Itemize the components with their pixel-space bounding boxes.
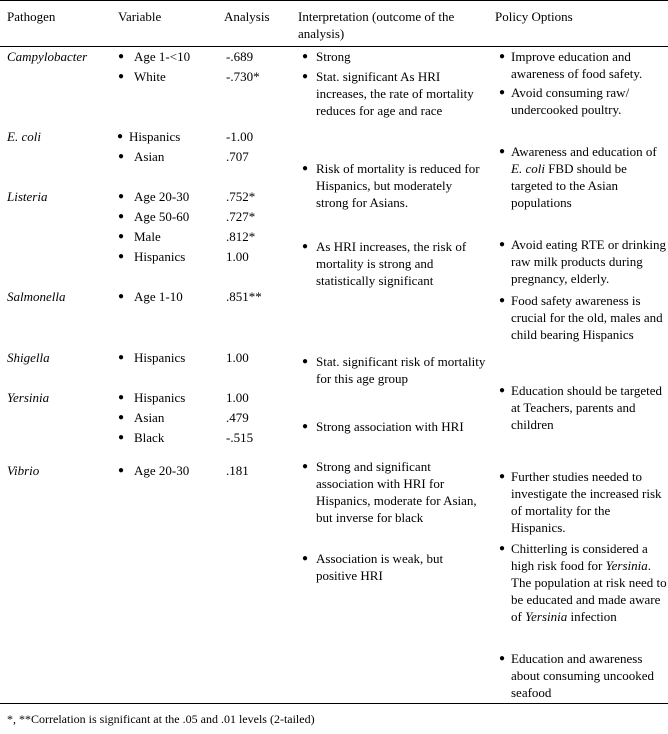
footnote: *, **Correlation is significant at the .05 and .01 levels (2-tailed) [7, 712, 315, 726]
header-interpretation: Interpretation (outcome of the analysis) [298, 9, 455, 41]
bullet-icon: ● [499, 87, 506, 98]
interpretation-item [316, 68, 486, 119]
variable-item: Male [134, 229, 161, 244]
bullet-icon: ● [118, 432, 125, 443]
pathogen-salmonella: Salmonella [7, 289, 66, 304]
bullet-icon: ● [302, 421, 309, 432]
analysis-value: 1.00 [226, 390, 249, 405]
bullet-icon: ● [117, 131, 124, 142]
variable-item: Age 50-60 [134, 209, 190, 224]
header-variable: Variable [118, 9, 162, 24]
bullet-icon: ● [302, 553, 309, 564]
policy-item: Improve education and awareness of food safety. [511, 49, 643, 81]
variable-item: Hispanics [134, 390, 186, 405]
analysis-value: .851** [226, 289, 262, 304]
analysis-value: .479 [226, 410, 249, 425]
policy-text: Chitterling is considered a high risk food for [511, 541, 648, 573]
variable-item: Hispanics [134, 350, 186, 365]
policy-item: Further studies needed to investigate the increased risk of mortality for the Hispanics. [511, 469, 662, 535]
interpretation-item: Strong [316, 49, 351, 64]
pathogen-listeria: Listeria [7, 189, 48, 204]
interpretation-item: Risk of mortality is reduced for Hispanics, but moderately strong for Asians. [316, 161, 480, 210]
interpretation-item: Association is weak, but positive HRI [316, 551, 444, 583]
interpretation-item: Strong and significant association with HRI for Hispanics, moderate for Asian, but inverse for black [316, 459, 477, 525]
pathogen-yersinia: Yersinia [7, 390, 50, 405]
variable-item: White [134, 69, 166, 84]
variable-item: Age 1-<10 [134, 49, 191, 64]
analysis-value: -.730* [226, 69, 260, 84]
pathogen-campylobacter: Campylobacter [7, 49, 88, 64]
policy-item: Education and awareness about consuming uncooked seafood [511, 651, 654, 700]
analysis-value: 1.00 [226, 249, 249, 264]
variable-item: Age 1-10 [134, 289, 183, 304]
variable-item: Black [134, 430, 165, 445]
policy-text-italic: E. coli [511, 161, 545, 176]
policy-text: . The population at risk need to be educated and made aware of [511, 558, 667, 624]
header-pathogen: Pathogen [7, 9, 56, 24]
analysis-value: -.689 [226, 49, 254, 64]
variable-item: Asian [134, 149, 165, 164]
bullet-icon: ● [118, 211, 125, 222]
bullet-icon: ● [302, 163, 309, 174]
analysis-value: .181 [226, 463, 249, 478]
bullet-icon: ● [118, 151, 125, 162]
policy-text-italic: Yersinia [525, 609, 568, 624]
analysis-value: .727* [226, 209, 256, 224]
bullet-icon: ● [302, 241, 309, 252]
table-top-rule [0, 0, 668, 1]
table-bottom-rule [0, 703, 668, 704]
bullet-icon: ● [118, 291, 125, 302]
policy-item: Education should be targeted at Teachers, parents and children [511, 383, 663, 432]
bullet-icon: ● [499, 471, 506, 482]
bullet-icon: ● [118, 231, 125, 242]
analysis-value: .752* [226, 189, 256, 204]
bullet-icon: ● [302, 356, 309, 367]
bullet-icon: ● [118, 251, 125, 262]
policy-text: FBD should be targeted to the Asian populations [511, 161, 627, 210]
bullet-icon: ● [302, 461, 309, 472]
policy-text: Awareness and education of [511, 144, 657, 159]
bullet-icon: ● [118, 352, 125, 363]
bullet-icon: ● [499, 543, 506, 554]
policy-item: Avoid consuming raw/ undercooked poultry. [511, 85, 630, 117]
interpretation-item: Stat. significant risk of mortality for this age group [316, 354, 486, 386]
policy-text-italic: Yersinia [605, 558, 648, 573]
header-analysis: Analysis [224, 9, 270, 24]
header-rule [0, 46, 668, 47]
policy-item [511, 143, 667, 211]
header-policy-options: Policy Options [495, 9, 573, 24]
policy-item: Avoid eating RTE or drinking raw milk products during pregnancy, elderly. [511, 237, 666, 286]
variable-item: Hispanics [134, 249, 186, 264]
pathogen-shigella: Shigella [7, 350, 50, 365]
bullet-icon: ● [499, 146, 506, 157]
variable-item: Age 20-30 [134, 189, 190, 204]
policy-item: Food safety awareness is crucial for the old, males and child bearing Hispanics [511, 293, 663, 342]
bullet-icon: ● [302, 51, 309, 62]
pathogen-e-coli: E. coli [7, 129, 41, 144]
analysis-value: -1.00 [226, 129, 254, 144]
bullet-icon: ● [499, 295, 506, 306]
policy-item [511, 540, 667, 625]
variable-item: Age 20-30 [134, 463, 190, 478]
bullet-icon: ● [499, 385, 506, 396]
variable-item: Hispanics [129, 129, 181, 144]
analysis-value: .812* [226, 229, 256, 244]
bullet-icon: ● [118, 392, 125, 403]
bullet-icon: ● [118, 191, 125, 202]
interpretation-item: Strong association with HRI [316, 419, 464, 434]
bullet-icon: ● [302, 71, 309, 82]
bullet-icon: ● [118, 412, 125, 423]
pathogen-vibrio: Vibrio [7, 463, 40, 478]
bullet-icon: ● [118, 71, 125, 82]
analysis-value: .707 [226, 149, 249, 164]
policy-text: infection [567, 609, 617, 624]
bullet-icon: ● [118, 465, 125, 476]
bullet-icon: ● [499, 653, 506, 664]
bullet-icon: ● [118, 51, 125, 62]
analysis-value: -.515 [226, 430, 254, 445]
bullet-icon: ● [499, 239, 506, 250]
interpretation-text: Stat. significant As HRI increases, the rate of mortality reduces for age and race [316, 69, 474, 118]
variable-item: Asian [134, 410, 165, 425]
interpretation-item: As HRI increases, the risk of mortality is strong and statistically significant [316, 239, 467, 288]
bullet-icon: ● [499, 51, 506, 62]
analysis-value: 1.00 [226, 350, 249, 365]
